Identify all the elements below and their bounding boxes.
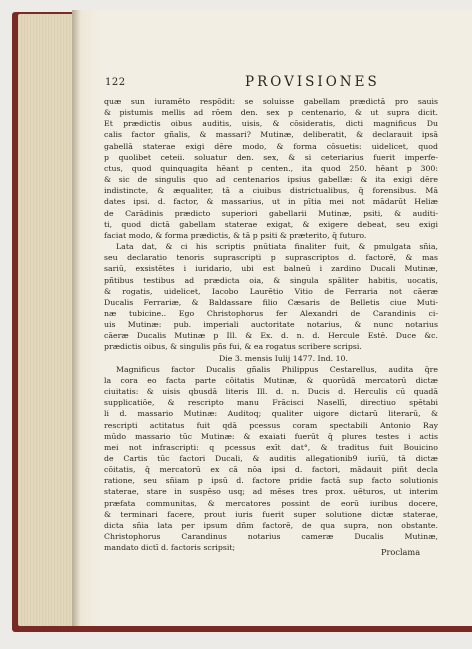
page-edges [18, 14, 74, 626]
text-line: & rogatis, uidelicet, Iacobo Laurētio Vitio de Ferraria not cāeræ [104, 286, 438, 296]
text-line: gabellā staterae exigi dēre modo, & forma cōsuetis: uidelicet, quod [104, 141, 438, 151]
spine-shadow [72, 10, 80, 626]
text-line: rescripti actitatus fuit qdā pcessus coram spectabili Antonio Ray [104, 420, 438, 430]
text-line: & pistumis mellis ad rōem den. sex p centenario, & ut supra dicit. [104, 108, 438, 118]
book-page [72, 10, 472, 626]
page-header [105, 74, 435, 92]
text-line: prædictis oibus, & singulis pñs fui, & ea rogatus scribere scripsi. [104, 342, 362, 352]
text-line: Die 3. mensis Iulij 1477. Ind. 10. [219, 353, 348, 363]
text-line: cōitatis, q̄ mercatorū ex cā nōa ipsi d. factori, mādauit piñt decla [104, 465, 438, 475]
text-line: & terminari facere, prout iuris fuerit super solutione dictæ staterae, [104, 509, 438, 519]
text-line: cāeræ Ducalis Mutinæ p Ill. & Ex. d. n. d. Hercule Estē. Duce &c. [104, 331, 438, 341]
text-line: li d. massario Mutinæ: Auditoq; qualiter uigore dictarū literarū, & [104, 409, 438, 419]
page-number: 122 [105, 77, 126, 88]
text-line: ctus, quod quinquagita hēant p centen., ita quod 250. hēant p 300: [104, 163, 438, 173]
text-line: dates ipsi. d. factor, & massarius, ut in pītia mei not mādarūt Heliæ [104, 197, 438, 207]
text-line: de Cartis tūc factori Ducali, & auditis allegationib9 iurīū, tā dictæ [104, 454, 438, 463]
text-line: mei not infrascripti: q pcessus exīt dat°, & traditus fuit Bouicino [104, 442, 438, 452]
text-line: dicta sñia lata per ipsum dñm factorē, de qua supra, non obstante. [104, 520, 438, 530]
text-line: seu declaratio tenoris suprascripti p suprascriptos d. factorē, & mas [104, 253, 438, 263]
text-line: næ tubicine.. Ego Christophorus fer Alexandri de Carandinis ci- [104, 308, 438, 318]
text-line: & sic de singulis quo ad centenarios ipsius gabellæ: & ita exigi dēre [104, 175, 438, 185]
text-line: la cora eo facta parte cōitatis Mutinæ, & quorūdā mercatorū dictæ [104, 375, 438, 385]
running-title: PROVISIONES [245, 74, 380, 90]
text-block [104, 96, 438, 553]
text-line: pñtibus testibus ad prædicta oia, & singula spāliter habitis, uocatis, [104, 275, 438, 285]
text-line: ratione, seu sñiam p ipsū d. factore pridie factā sup facto solutionis [104, 476, 438, 486]
catchword: Proclama [381, 547, 421, 557]
text-line: ti, quod dictā gabellam staterae exigat, & exigere debeat, seu exigi [104, 219, 438, 229]
text-line: de Carādinis prædicto superiori gabellarii Mutinæ, psiti, & auditi- [104, 208, 438, 218]
text-line: uis Mutinæ: pub. imperiali auctoritate notarius, & nunc notarius [104, 320, 438, 330]
text-line: sariū, exsistētes i iuridario, ubi est balneū i zardino Ducali Mutinæ, [104, 264, 438, 274]
text-line: faciat modo, & forma prædictis, & tā p psiti & præterito, q̄ futuro. [104, 230, 367, 240]
text-line: Christophorus Carandinus notarius cameræ Ducalis Mutinæ, [104, 532, 438, 542]
text-line: mandato dictī d. factoris scripsit; [104, 543, 236, 553]
text-line: ciuitatis: & uisis qbusdā literis Ill. d. n. Ducis d. Herculis cū quadā [104, 387, 438, 397]
text-line: calis factor gñalis, & massari? Mutinæ, deliberatit, & declarauit ipsā [104, 130, 438, 140]
text-line: supplicatiōe, & rescripto manu Frācisci Nasellī, directiuo spētabi [104, 398, 438, 408]
text-line: præfata communitas, & mercatores possint de eorū iuribus docere, [104, 498, 438, 508]
text-line: quæ sun iuramēto respōdit: se soluisse gabellam prædictā pro sauis [104, 97, 438, 106]
text-line: staterae, stare in suspēso usq; ad mēses tres prox. uēturos, ut interim [104, 487, 438, 497]
text-line: Ducalis Ferrariæ, & Baldassare filio Cæsaris de Belletis ciue Muti- [104, 297, 438, 307]
text-line: p quolibet ceteii. soluatur den. sex, & si ceteriarius fuerit imperfe- [104, 152, 438, 162]
text-line: indistincte, & æqualiter, tā a ciuibus districtualibus, q̄ forensibus. Mā [104, 186, 438, 196]
text-line: Et prædictis oibus auditis, uisis, & cōsideratis, dicti magnificus Du [104, 119, 438, 129]
text-line: Lata dat, & ci his scriptis pnūtiata finaliter fuit, & pmulgata sñia, [116, 242, 438, 252]
text-line: Magnificus factor Ducalis gñalis Philippus Cestarellus, audita q̄re [116, 364, 438, 374]
text-line: mūdo massario tūc Mutinæ: & exaiati fuerūt q̄ plures testes i actis [104, 431, 438, 441]
